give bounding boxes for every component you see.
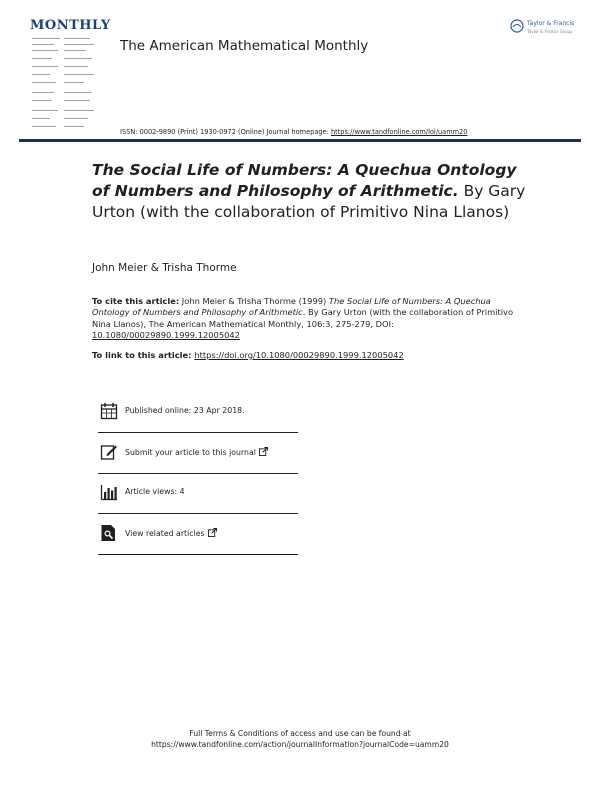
- page-footer: [0, 728, 600, 750]
- journal-title: The American Mathematical Monthly: [120, 38, 369, 54]
- submit-article-text: Submit your article to this journal: [125, 448, 256, 457]
- issn-line: [120, 128, 467, 136]
- external-link-icon: [259, 447, 268, 456]
- external-link-icon: [208, 528, 217, 537]
- article-views-text: Article views: 4: [125, 487, 185, 496]
- article-title-rest: By Gary Urton (with the collaboration of Primitivo Nina Llanos): [92, 182, 526, 221]
- publisher-emblem-icon: [510, 19, 524, 33]
- journal-homepage-link[interactable]: https://www.tandfonline.com/loi/uamm20: [330, 128, 468, 136]
- article-authors: John Meier & Trisha Thorme: [92, 262, 237, 274]
- footer-terms-link[interactable]: https://www.tandfonline.com/action/journalInformation?journalCode=uamm20: [151, 740, 449, 749]
- link-label: To link to this article:: [92, 350, 195, 360]
- citation-text-after: . By Gary Urton (with the collaboration of Primitivo Nina Llanos), The American Mathematical Monthly, 106:3, 275-279, DOI:: [92, 307, 514, 329]
- published-online-row: [98, 392, 298, 432]
- submit-article-row[interactable]: [98, 433, 298, 473]
- article-title-italic: The Social Life of Numbers: A Quechua Ontology of Numbers and Philosophy of Arithmetic.: [92, 161, 517, 200]
- article-views-row: [98, 473, 298, 513]
- related-articles-row[interactable]: [98, 514, 298, 554]
- row-divider: [98, 554, 298, 555]
- related-articles-link[interactable]: [125, 528, 217, 538]
- article-title: [92, 160, 532, 223]
- article-doi-link[interactable]: https://doi.org/10.1080/00029890.1999.12005042: [194, 350, 404, 360]
- bar-chart-icon: [100, 483, 118, 501]
- citation-block: [92, 296, 522, 341]
- citation-italic: The Social Life of Numbers: A Quechua Ontology of Numbers and Philosophy of Arithmetic: [92, 296, 491, 318]
- citation-text-before: John Meier & Trisha Thorme (1999): [179, 296, 329, 306]
- published-online-text: Published online: 23 Apr 2018.: [125, 406, 245, 415]
- article-link-row: [92, 350, 404, 360]
- header-divider: [19, 139, 581, 142]
- issn-text: ISSN: 0002-9890 (Print) 1930-0972 (Online) Journal homepage:: [120, 128, 331, 136]
- related-articles-text: View related articles: [125, 529, 205, 538]
- footer-terms-text: Full Terms & Conditions of access and use can be found at: [189, 729, 411, 738]
- citation-label: To cite this article:: [92, 296, 180, 306]
- document-search-icon: [100, 524, 118, 542]
- calendar-icon: [100, 402, 118, 420]
- edit-icon: [100, 443, 118, 461]
- publisher-tagline: Taylor & Francis Group: [527, 29, 572, 34]
- doi-link[interactable]: 10.1080/00029890.1999.12005042: [92, 329, 240, 340]
- cover-logo: MONTHLY: [30, 18, 111, 33]
- journal-cover-thumbnail: [30, 18, 111, 134]
- publisher-name: Taylor & Francis: [527, 20, 575, 27]
- publisher-logo: [510, 16, 580, 46]
- submit-article-link[interactable]: [125, 447, 268, 457]
